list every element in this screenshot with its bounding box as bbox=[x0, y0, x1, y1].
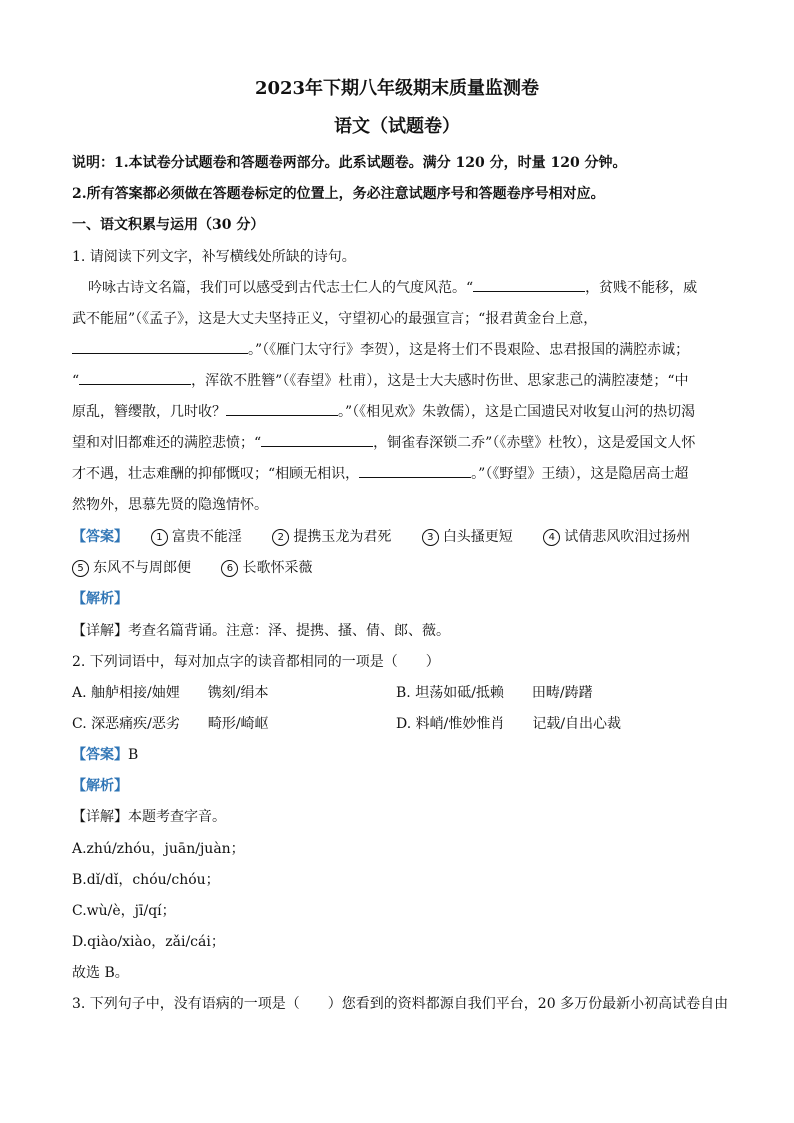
fill-blank bbox=[261, 432, 373, 447]
answer-item bbox=[151, 529, 242, 545]
pinyin-line-a: A.zhú/zhóu，juān/juàn； bbox=[72, 841, 245, 857]
answer-text: 富贵不能淫 bbox=[171, 529, 242, 545]
passage-text: 望和对旧都难还的满腔悲愤；“ bbox=[72, 435, 262, 451]
answer-item bbox=[272, 529, 391, 545]
question-1-passage-line bbox=[88, 277, 748, 297]
exam-title: 2023年下期八年级期末质量监测卷 bbox=[254, 78, 540, 99]
answer-item bbox=[221, 560, 312, 576]
option-a: A. 舳舻相接/妯娌 镌刻/绢本 bbox=[72, 685, 269, 701]
passage-text: ，铜雀春深锁二乔”（《赤壁》杜牧），这是爱国文人怀 bbox=[373, 435, 696, 451]
answer-text: 东风不与周郎便 bbox=[93, 560, 191, 576]
fill-blank bbox=[473, 277, 585, 292]
answer-text: 长歌怀采薇 bbox=[242, 560, 313, 576]
question-3-stem: 3. 下列句子中，没有语病的一项是（ ）您看到的资料都源自我们平台，20 多万份最新小初高试卷自由 bbox=[72, 996, 729, 1012]
question-1-answer-row-1 bbox=[72, 526, 732, 546]
question-1-passage-line bbox=[72, 432, 732, 452]
answer-text: 提携玉龙为君死 bbox=[293, 529, 392, 545]
pinyin-line-d: D.qiào/xiào，zǎi/cái； bbox=[72, 934, 225, 950]
option-d: D. 料峭/惟妙惟肖 记载/自出心裁 bbox=[396, 716, 622, 732]
passage-text: ，浑欲不胜簪”（《春望》杜甫），这是士大夫感时伤世、思家悲己的满腔凄楚；“中 bbox=[191, 373, 689, 389]
fill-blank bbox=[359, 463, 471, 478]
number-badge: 4 bbox=[543, 529, 560, 546]
question-1-passage-line: 然物外，思慕先贤的隐逸情怀。 bbox=[72, 497, 268, 513]
question-1-passage-line bbox=[72, 339, 732, 359]
detail-tag: 【详解】 bbox=[72, 809, 128, 825]
question-1-passage-line bbox=[72, 370, 732, 390]
answer-item bbox=[72, 560, 191, 576]
answer-text: 白头搔更短 bbox=[442, 529, 513, 545]
question-1-passage-line bbox=[72, 401, 732, 421]
instructions-line-2: 2.所有答案都必须做在答题卷标定的位置上，务必注意试题序号和答题卷序号相对应。 bbox=[72, 186, 605, 202]
question-1-stem: 1. 请阅读下列文字，补写横线处所缺的诗句。 bbox=[72, 249, 356, 265]
answer-tag: 【答案】 bbox=[72, 747, 128, 763]
question-2-detail bbox=[72, 806, 732, 826]
fill-blank bbox=[79, 370, 191, 385]
pinyin-line-b: B.dǐ/dǐ，chóu/chóu； bbox=[72, 872, 220, 888]
option-b: B. 坦荡如砥/抵赖 田畴/踌躇 bbox=[396, 685, 593, 701]
detail-tag: 【详解】 bbox=[72, 623, 128, 639]
fill-blank bbox=[72, 339, 248, 354]
pinyin-line-c: C.wù/è，jī/qí； bbox=[72, 903, 176, 919]
question-1-detail bbox=[72, 620, 732, 640]
passage-text: ，贫贱不能移，威 bbox=[585, 280, 698, 296]
passage-text: 才不遇，壮志难酬的抑郁慨叹；“相顾无相识， bbox=[72, 466, 360, 482]
instructions-line-1: 说明：1.本试卷分试题卷和答题卷两部分。此系试题卷。满分 120 分，时量 120 分钟。 bbox=[72, 155, 627, 171]
question-2-answer bbox=[72, 744, 732, 764]
exam-subtitle: 语文（试题卷） bbox=[334, 116, 460, 137]
passage-text: 吟咏古诗文名篇，我们可以感受到古代志士仁人的气度风范。“ bbox=[88, 280, 474, 296]
passage-text: 。”（《野望》王绩），这是隐居高士超 bbox=[471, 466, 689, 482]
analysis-tag: 【解析】 bbox=[72, 591, 128, 607]
number-badge: 1 bbox=[151, 529, 168, 546]
analysis-tag: 【解析】 bbox=[72, 778, 128, 794]
passage-text: “ bbox=[72, 373, 80, 389]
question-1-answer-row-2 bbox=[72, 557, 732, 577]
passage-text: 。”（《雁门太守行》李贺），这是将士们不畏艰险、忠君报国的满腔赤诚； bbox=[248, 342, 690, 358]
conclusion: 故选 B。 bbox=[72, 965, 129, 981]
question-2-stem: 2. 下列词语中，每对加点字的读音都相同的一项是（ ） bbox=[72, 654, 440, 670]
answer-value: B bbox=[128, 747, 139, 763]
section-heading: 一、语文积累与运用（30 分） bbox=[72, 217, 265, 233]
answer-item bbox=[543, 529, 690, 545]
question-1-passage-line: 武不能屈”（《孟子》，这是大丈夫坚持正义，守望初心的最强宣言；“报君黄金台上意， bbox=[72, 311, 598, 327]
detail-text: 本题考查字音。 bbox=[128, 809, 226, 825]
fill-blank bbox=[226, 401, 338, 416]
answer-tag: 【答案】 bbox=[72, 529, 128, 545]
detail-text: 考查名篇背诵。注意：泽、提携、搔、倩、郎、薇。 bbox=[128, 623, 450, 639]
number-badge: 2 bbox=[272, 529, 289, 546]
answer-item bbox=[422, 529, 513, 545]
passage-text: 原乱，簪缨散，几时收？ bbox=[72, 404, 226, 420]
passage-text: 。”（《相见欢》朱敦儒），这是亡国遗民对收复山河的热切渴 bbox=[338, 404, 696, 420]
number-badge: 5 bbox=[72, 560, 89, 577]
question-1-passage-line bbox=[72, 463, 732, 483]
number-badge: 6 bbox=[221, 560, 238, 577]
number-badge: 3 bbox=[422, 529, 439, 546]
answer-text: 试倩悲风吹泪过扬州 bbox=[564, 529, 691, 545]
option-c: C. 深恶痛疾/恶劣 畸形/崎岖 bbox=[72, 716, 269, 732]
